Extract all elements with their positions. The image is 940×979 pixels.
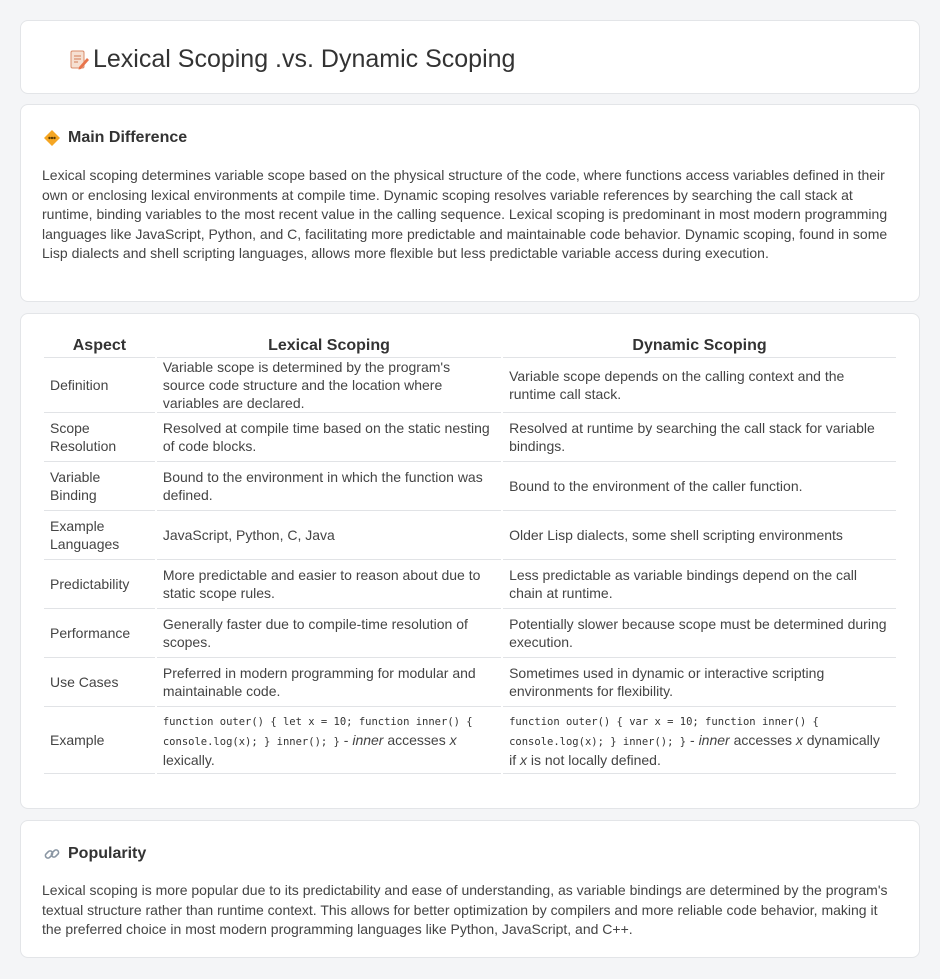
row-lexical: More predictable and easier to reason about due to static scope rules. [157, 560, 501, 609]
table-row [44, 560, 896, 609]
table-row [44, 658, 896, 707]
row-lexical: Variable scope is determined by the program's source code structure and the location where variables are declared. [157, 358, 501, 413]
row-lexical: JavaScript, Python, C, Java [157, 511, 501, 560]
accesses-text: accesses [383, 732, 450, 748]
row-lexical-example [157, 707, 501, 774]
header-aspect: Aspect [44, 334, 155, 358]
warning-icon [43, 129, 61, 147]
tail-text: lexically. [162, 752, 215, 768]
var-name: x [519, 752, 527, 768]
main-difference-heading: Main Difference [68, 129, 188, 146]
row-aspect: Use Cases [44, 658, 155, 707]
title-card [20, 20, 920, 94]
table-row [44, 413, 896, 462]
row-dynamic: Resolved at runtime by searching the call stack for variable bindings. [503, 413, 896, 462]
table-row-example [44, 707, 896, 774]
popularity-text: Lexical scoping is more popular due to its predictability and ease of understanding, as variable bindings are determined by the program's textual structure rather than runtime context. This allows for better optimization by compilers and more reliable code behavior, making it the preferred choice in most modern programming languages like Python, JavaScript, and C++. [42, 882, 888, 937]
popularity-heading: Popularity [68, 845, 147, 862]
row-aspect: Performance [44, 609, 155, 658]
table-row [44, 609, 896, 658]
row-lexical: Bound to the environment in which the function was defined. [157, 462, 501, 511]
var-name: x [449, 732, 457, 748]
inner-fn-name: inner [352, 732, 384, 748]
row-aspect: Example [44, 707, 155, 774]
row-aspect: Scope Resolution [44, 413, 155, 462]
table-row [44, 511, 896, 560]
popularity-header [43, 843, 146, 865]
row-dynamic: Sometimes used in dynamic or interactive scripting environments for flexibility. [503, 658, 896, 707]
header-lexical: Lexical Scoping [157, 334, 501, 358]
table-header-row [44, 334, 896, 358]
document-pencil-icon [67, 48, 91, 72]
link-icon [43, 845, 61, 863]
row-aspect: Predictability [44, 560, 155, 609]
tail-text: is not locally defined. [526, 752, 661, 768]
row-lexical: Preferred in modern programming for modular and maintainable code. [157, 658, 501, 707]
table-row [44, 462, 896, 511]
dash: - [339, 732, 353, 748]
dash: - [686, 732, 699, 748]
dynamic-code-snippet: function outer() { var x = 10; function inner() { console.log(x); } inner(); } [509, 716, 819, 748]
comparison-table [42, 334, 898, 774]
accesses-text: accesses [729, 732, 796, 748]
main-difference-card [20, 104, 920, 302]
comparison-card [20, 313, 920, 809]
table-row [44, 358, 896, 413]
main-difference-header [43, 127, 187, 149]
row-dynamic: Less predictable as variable bindings depend on the call chain at runtime. [503, 560, 896, 609]
row-aspect: Variable Binding [44, 462, 155, 511]
tail-text: dynamically if [509, 732, 880, 768]
row-dynamic: Bound to the environment of the caller function. [503, 462, 896, 511]
main-difference-text: Lexical scoping determines variable scope based on the physical structure of the code, where functions access variables defined in their own or enclosing lexical environments at compile time. Dynamic scoping resolves variable references by searching the call stack at runtime, binding variables to the most recent value in the calling sequence. Lexical scoping is predominant in most modern programming languages like JavaScript, Python, and C, facilitating more predictable and maintainable code behavior. Dynamic scoping, found in some Lisp dialects and shell scripting languages, allows more flexible but less predictable variable access during execution. [42, 167, 888, 261]
row-dynamic: Variable scope depends on the calling context and the runtime call stack. [503, 358, 896, 413]
row-lexical: Generally faster due to compile-time resolution of scopes. [157, 609, 501, 658]
row-aspect: Definition [44, 358, 155, 413]
lexical-code-snippet: function outer() { let x = 10; function inner() { console.log(x); } inner(); } [162, 716, 473, 748]
row-dynamic-example [503, 707, 896, 774]
var-name: x [795, 732, 803, 748]
popularity-card [20, 820, 920, 958]
inner-fn-name: inner [698, 732, 730, 748]
row-lexical: Resolved at compile time based on the static nesting of code blocks. [157, 413, 501, 462]
page-title: Lexical Scoping .vs. Dynamic Scoping [93, 45, 516, 73]
row-dynamic: Potentially slower because scope must be determined during execution. [503, 609, 896, 658]
row-dynamic: Older Lisp dialects, some shell scripting environments [503, 511, 896, 560]
header-dynamic: Dynamic Scoping [503, 334, 896, 358]
row-aspect: Example Languages [44, 511, 155, 560]
